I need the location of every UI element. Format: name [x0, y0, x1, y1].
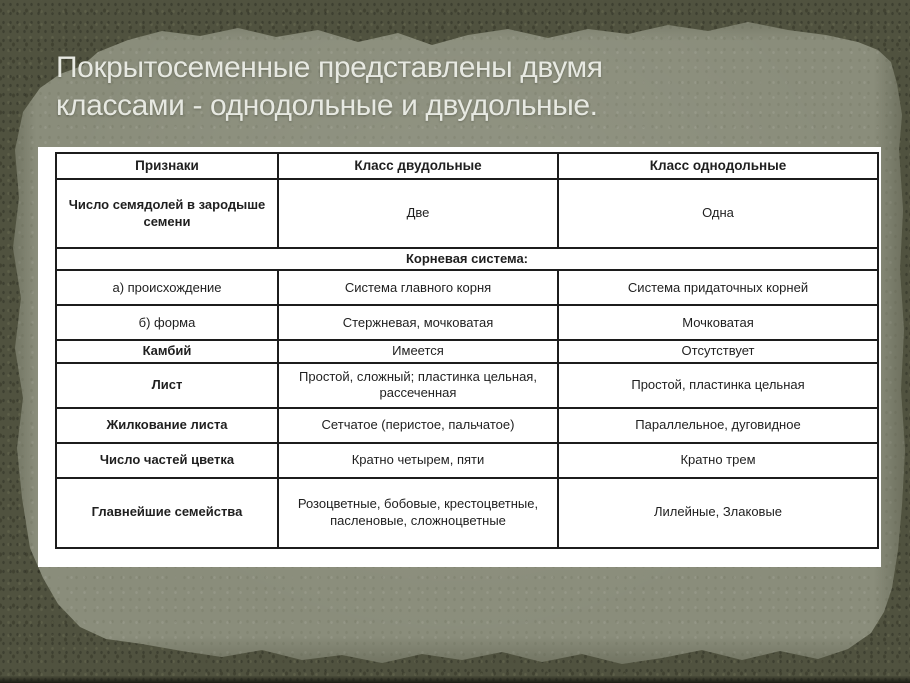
row-label: б) форма — [56, 305, 278, 340]
dicot-value: Сетчатое (перистое, пальчатое) — [278, 408, 558, 443]
slide-title-line2: классами - однодольные и двудольные. — [56, 89, 598, 122]
monocot-value: Одна — [558, 179, 878, 248]
dicot-value: Розоцветные, бобовые, крестоцветные, пасленовые, сложноцветные — [278, 478, 558, 548]
section-header-root-system: Корневая система: — [56, 248, 878, 270]
table-section-row — [56, 248, 878, 270]
monocot-value: Система придаточных корней — [558, 270, 878, 305]
table-row-families — [56, 478, 878, 548]
monocot-value: Лилейные, Злаковые — [558, 478, 878, 548]
table-row-origin — [56, 270, 878, 305]
slide-title — [56, 49, 866, 125]
row-label: Камбий — [56, 340, 278, 362]
bottom-shadow-edge — [0, 676, 910, 683]
monocot-value: Мочковатая — [558, 305, 878, 340]
table-row-form — [56, 305, 878, 340]
dicot-value: Стержневая, мочковатая — [278, 305, 558, 340]
table-row-cotyledons — [56, 179, 878, 248]
row-label: Число семядолей в зародыше семени — [56, 179, 278, 248]
row-label: Главнейшие семейства — [56, 478, 278, 548]
row-label: Лист — [56, 363, 278, 408]
table-row-venation — [56, 408, 878, 443]
header-dicots: Класс двудольные — [278, 153, 558, 179]
dicot-value: Кратно четырем, пяти — [278, 443, 558, 478]
dicot-value: Система главного корня — [278, 270, 558, 305]
table-row-leaf — [56, 363, 878, 408]
monocot-value: Отсутствует — [558, 340, 878, 362]
row-label: Жилкование листа — [56, 408, 278, 443]
table-row-flower-parts — [56, 443, 878, 478]
monocot-value: Параллельное, дуговидное — [558, 408, 878, 443]
slide-title-line1: Покрытосеменные представлены двумя — [56, 51, 603, 84]
header-features: Признаки — [56, 153, 278, 179]
table-header-row — [56, 153, 878, 179]
monocot-value: Кратно трем — [558, 443, 878, 478]
row-label: Число частей цветка — [56, 443, 278, 478]
monocot-value: Простой, пластинка цельная — [558, 363, 878, 408]
row-label: а) происхождение — [56, 270, 278, 305]
dicot-value: Имеется — [278, 340, 558, 362]
table-panel — [38, 147, 881, 567]
dicot-value: Простой, сложный; пластинка цельная, рассеченная — [278, 363, 558, 408]
comparison-table — [55, 152, 879, 549]
table-row-cambium — [56, 340, 878, 362]
dicot-value: Две — [278, 179, 558, 248]
header-monocots: Класс однодольные — [558, 153, 878, 179]
